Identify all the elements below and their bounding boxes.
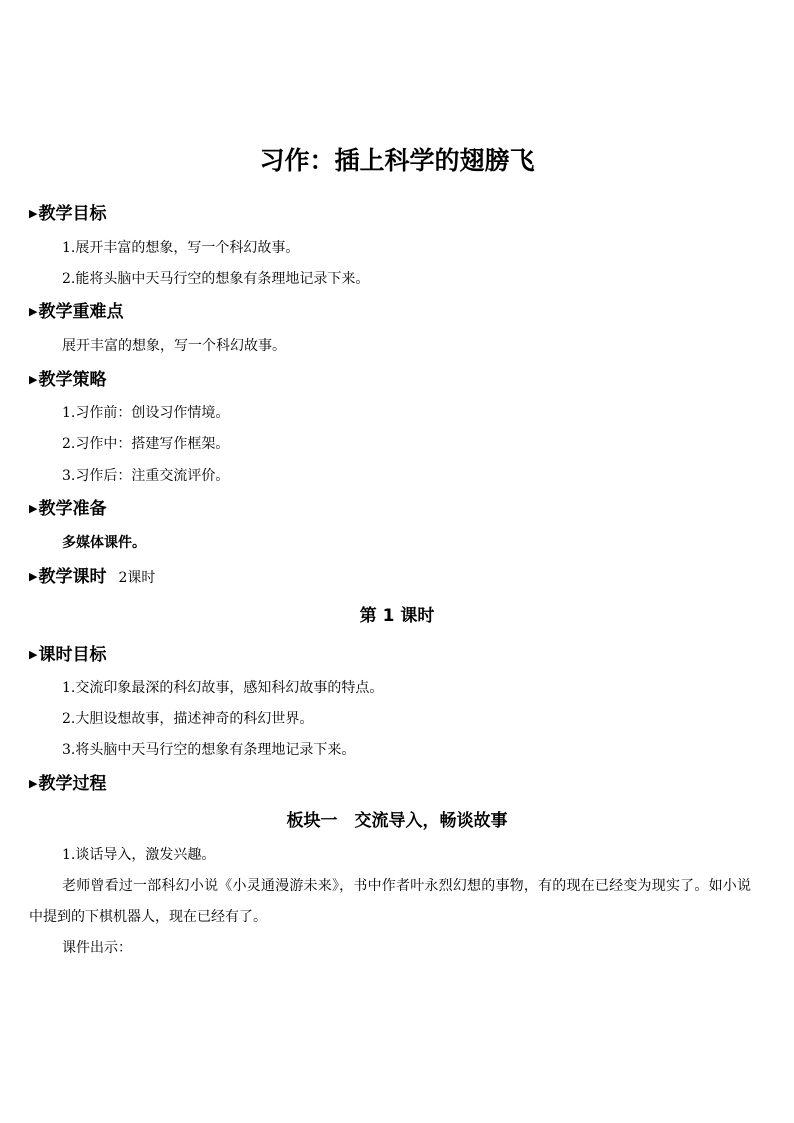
section-heading-text: 课时目标	[38, 645, 107, 665]
section-heading-key-points	[29, 300, 123, 324]
section-heading-goals	[29, 202, 106, 226]
section-heading-process	[29, 772, 106, 796]
lesson-goal-item: 3.将头脑中天马行空的想象有条理地记录下来。	[62, 742, 356, 758]
preparation-text: 多媒体课件。	[62, 535, 146, 551]
lesson-title: 第 1 课时	[359, 606, 435, 626]
periods-value: 2课时	[118, 570, 156, 586]
section-heading-text: 教学过程	[38, 774, 107, 794]
strategy-item: 3.习作后：注重交流评价。	[62, 468, 230, 484]
triangle-right-icon: ▶	[29, 305, 38, 318]
lesson-goal-item: 1.交流印象最深的科幻故事，感知科幻故事的特点。	[62, 680, 384, 696]
triangle-right-icon: ▶	[29, 502, 38, 515]
triangle-right-icon: ▶	[29, 777, 38, 790]
goal-item: 2.能将头脑中天马行空的想象有条理地记录下来。	[62, 271, 370, 287]
section-heading-periods	[29, 565, 155, 590]
process-paragraph: 老师曾看过一部科幻小说《小灵通漫游未来》，书中作者叶永烈幻想的事物，有的现在已经变为现实了。如小说中提到的下棋机器人，现在已经有了。	[29, 878, 751, 925]
block-title: 板块一 交流导入，畅谈故事	[286, 811, 508, 831]
courseware-label: 课件出示：	[62, 940, 132, 956]
strategy-item: 2.习作中：搭建写作框架。	[62, 436, 230, 452]
triangle-right-icon: ▶	[29, 373, 38, 386]
section-heading-lesson-goals	[29, 643, 106, 667]
section-heading-text: 教学重难点	[38, 302, 124, 322]
triangle-right-icon: ▶	[29, 570, 38, 583]
goal-item: 1.展开丰富的想象，写一个科幻故事。	[62, 240, 300, 256]
section-heading-preparation	[29, 497, 106, 521]
document-title: 习作：插上科学的翅膀飞	[259, 146, 535, 175]
strategy-item: 1.习作前：创设习作情境。	[62, 405, 230, 421]
section-heading-strategy	[29, 368, 106, 392]
section-heading-text: 教学准备	[38, 499, 107, 519]
triangle-right-icon: ▶	[29, 207, 38, 220]
section-heading-text: 教学目标	[38, 204, 107, 224]
section-heading-text: 教学策略	[38, 370, 107, 390]
lesson-goal-item: 2.大胆设想故事，描述神奇的科幻世界。	[62, 711, 314, 727]
section-heading-text: 教学课时	[38, 567, 107, 587]
key-points-text: 展开丰富的想象，写一个科幻故事。	[62, 338, 286, 354]
triangle-right-icon: ▶	[29, 648, 38, 661]
process-step: 1.谈话导入，激发兴趣。	[62, 847, 216, 863]
